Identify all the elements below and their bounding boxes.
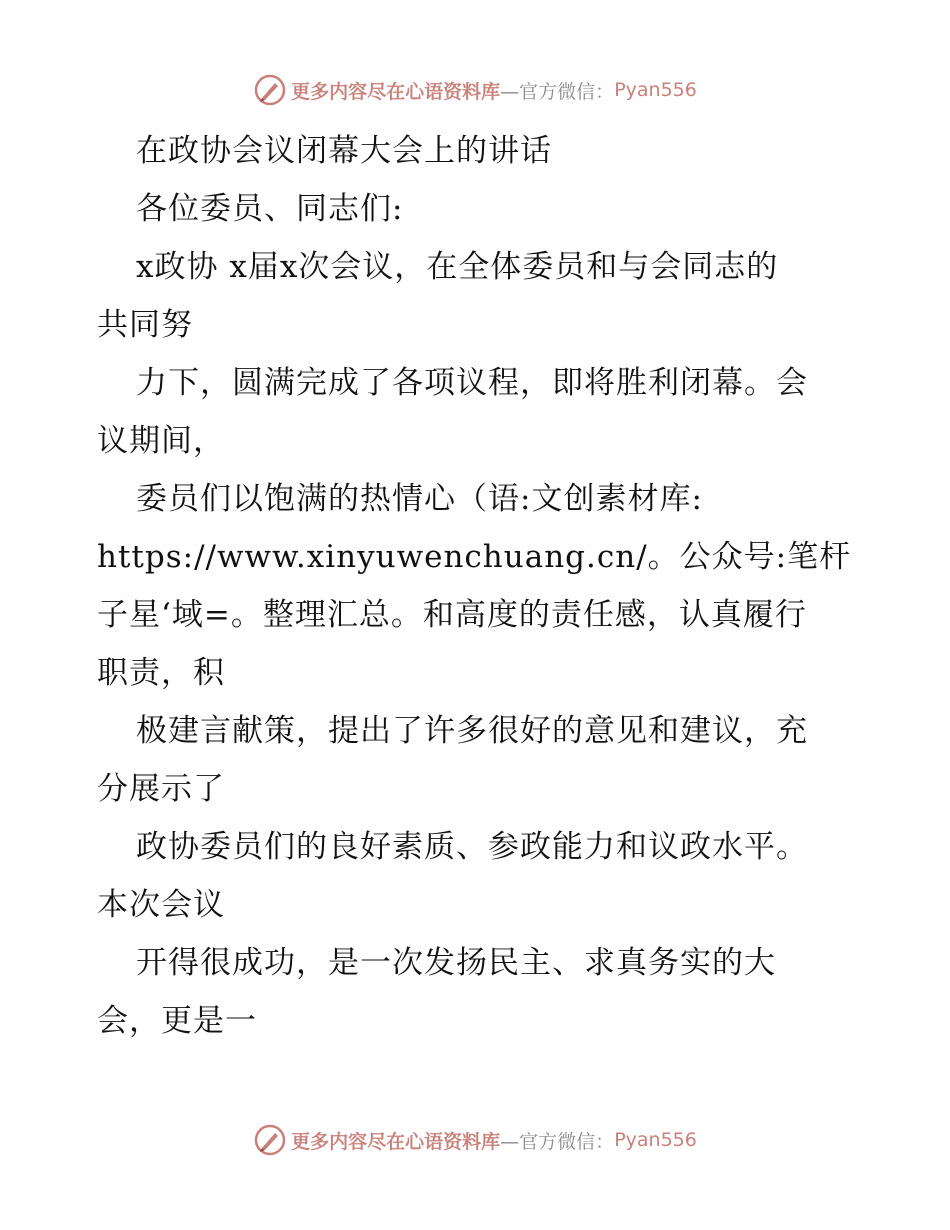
- banner-separator: —官方微信：: [500, 1130, 615, 1153]
- document-line: 共同努: [97, 307, 193, 343]
- pen-circle-logo-icon: [253, 73, 287, 107]
- document-line: 在政协会议闭幕大会上的讲话: [136, 133, 552, 169]
- document-line: 议期间，: [97, 423, 225, 459]
- document-line: 委员们以饱满的热情心（语:文创素材库:: [136, 481, 703, 517]
- document-line: 职责，积: [97, 655, 225, 691]
- document-line: 各位委员、同志们:: [136, 191, 404, 227]
- banner-account: Pyan556: [614, 1129, 697, 1151]
- document-line: x政协 x届x次会议，在全体委员和与会同志的: [136, 249, 779, 285]
- document-line: 本次会议: [97, 887, 225, 923]
- document-line: 分展示了: [97, 771, 225, 807]
- document-line: 子星‘域=。整理汇总。和高度的责任感，认真履行: [97, 597, 807, 633]
- document-line: https://www.xinyuwenchuang.cn/。公众号:笔杆: [97, 539, 852, 575]
- document-line: 政协委员们的良好素质、参政能力和议政水平。: [136, 829, 808, 865]
- banner-brand: 更多内容尽在心语资料库: [291, 1130, 501, 1153]
- banner-account: Pyan556: [614, 79, 697, 101]
- banner-separator: —官方微信：: [500, 80, 615, 103]
- document-line: 极建言献策，提出了许多很好的意见和建议，充: [136, 713, 808, 749]
- pen-circle-logo-icon: [253, 1123, 287, 1157]
- document-body: [97, 122, 857, 1050]
- header-banner: [0, 70, 950, 110]
- document-line: 开得很成功，是一次发扬民主、求真务实的大: [136, 945, 776, 981]
- footer-banner: [0, 1120, 950, 1160]
- document-line: 会，更是一: [97, 1003, 257, 1039]
- banner-brand: 更多内容尽在心语资料库: [291, 80, 501, 103]
- document-line: 力下，圆满完成了各项议程，即将胜利闭幕。会: [136, 365, 808, 401]
